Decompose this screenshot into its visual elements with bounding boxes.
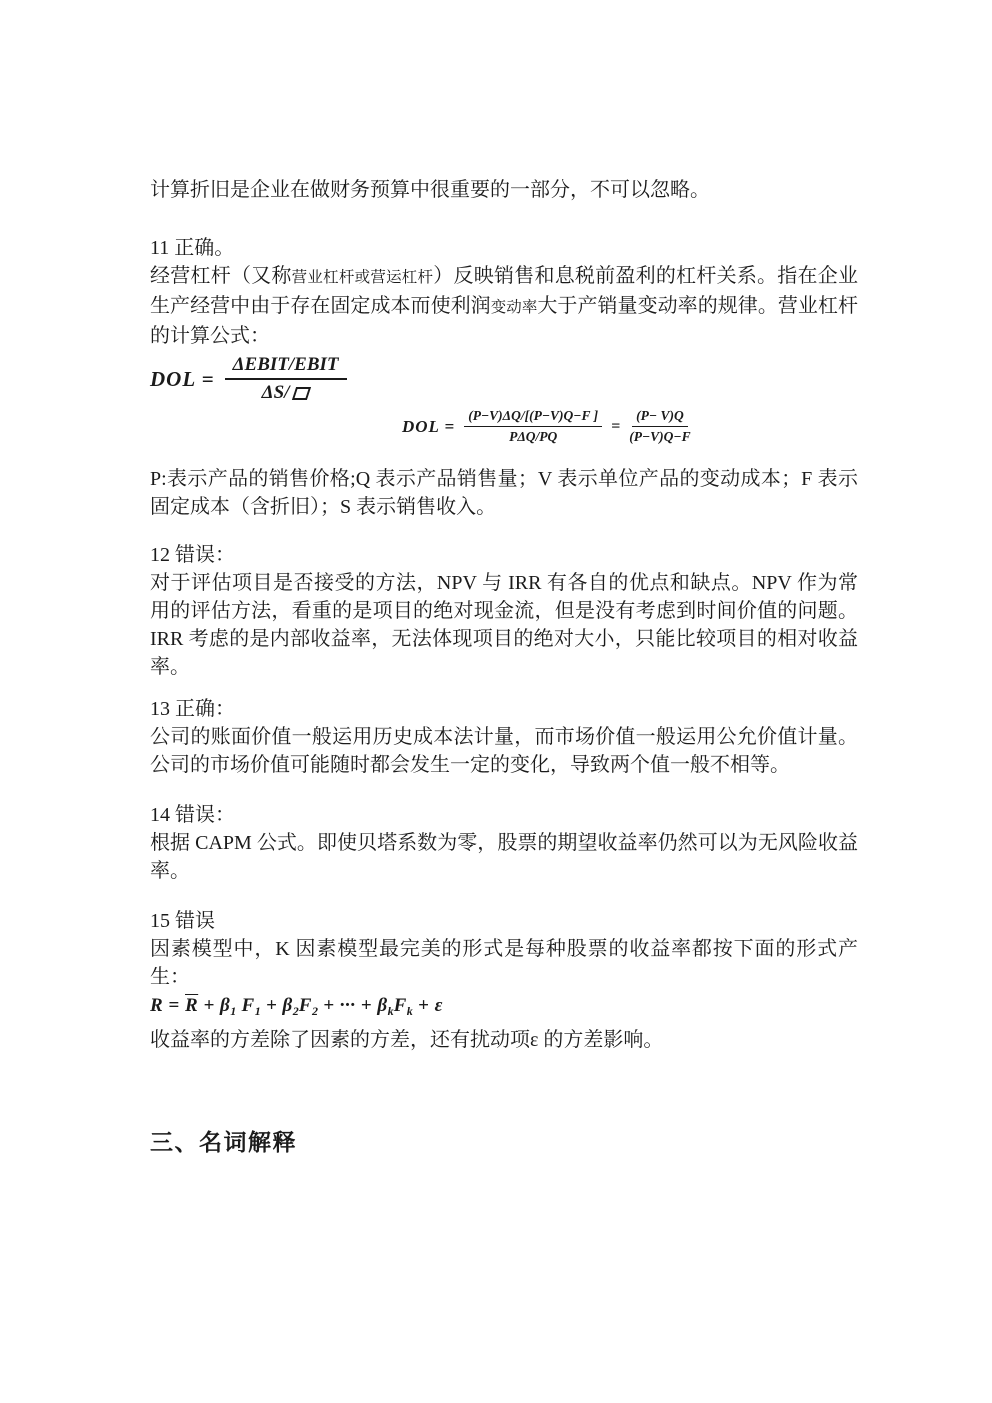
formula-part: + ε — [412, 995, 443, 1016]
answer-14-block — [150, 801, 858, 885]
formula-part: + β — [198, 995, 231, 1016]
answer-14-verdict: 14 错误： — [150, 804, 235, 826]
answer-13-block — [150, 695, 858, 779]
fraction-denominator — [262, 380, 310, 404]
answer-15-verdict: 15 错误 — [150, 910, 215, 932]
denominator-text: ΔS/ — [261, 382, 290, 403]
text-run: 经营杠杆（又称 — [150, 265, 292, 287]
formula-part: R = — [150, 995, 185, 1016]
answer-12-verdict: 12 错误： — [150, 544, 235, 566]
fraction-numerator: (P− V)Q — [632, 408, 688, 427]
answer-12-explanation: 对于评估项目是否接受的方法，NPV 与 IRR 有各自的优点和缺点。NPV 作为常用的评估方法，看重的是项目的绝对现金流，但是没有考虑到时间价值的问题。IRR 考虑的是内部收益率，无法体现项目的绝对大小，只能比较项目的相对收益率。 — [150, 572, 858, 678]
formula-part: F — [298, 995, 312, 1016]
answer-11-verdict: 11 正确。 — [150, 237, 235, 259]
formula-part: F — [236, 995, 255, 1016]
fraction — [464, 408, 602, 445]
answer-13-verdict: 13 正确： — [150, 698, 235, 720]
intro-paragraph: 计算折旧是企业在做财务预算中很重要的一部分，不可以忽略。 — [150, 179, 710, 201]
equals-sign: = — [611, 417, 621, 435]
fraction-denominator: PΔQ/PQ — [509, 429, 558, 444]
fraction — [629, 408, 690, 445]
formula-lhs: DOL = — [150, 366, 215, 391]
answer-15-footnote: 收益率的方差除了因素的方差，还有扰动项ε 的方差影响。 — [150, 1029, 664, 1051]
subscript: 1 — [254, 1004, 261, 1018]
answer-15-block — [150, 907, 858, 1054]
missing-glyph-box — [292, 387, 311, 400]
answer-11-block — [150, 234, 858, 350]
subscript: 2 — [311, 1004, 318, 1018]
dol-formula-expanded — [402, 408, 858, 445]
text-run-small: 营业杠杆或营运杠杆 — [291, 269, 434, 286]
fraction-denominator: (P−V)Q−F — [629, 429, 691, 444]
text-run: ）反映销售和息税前盈利的杠杆关系。指在企业生产经营中由于存在固定成本而使利润 — [150, 265, 858, 317]
fraction-numerator: (P−V)ΔQ/[(P−V)Q−F ] — [464, 408, 602, 427]
dol-formula-basic — [150, 354, 858, 404]
fraction — [225, 354, 347, 404]
overline-r: $\overline{R}$ — [185, 995, 199, 1016]
subscript: 1 — [230, 1004, 237, 1018]
subscript: k — [406, 1004, 413, 1018]
answer-12-block — [150, 541, 858, 681]
answer-15-explanation: 因素模型中，K 因素模型最完美的形式是每种股票的收益率都按下面的形式产生： — [150, 938, 858, 988]
document-content — [150, 176, 858, 1157]
subscript: 2 — [292, 1004, 299, 1018]
formula-part: + β — [260, 995, 293, 1016]
text-run-small: 变动率 — [490, 299, 538, 316]
section-heading-glossary: 三、名词解释 — [150, 1129, 297, 1155]
factor-model-formula — [150, 991, 858, 1026]
text-run: 大于产销量变动率的规律。营业杠杆的计算公式： — [150, 295, 859, 347]
fraction-numerator: ΔEBIT/EBIT — [225, 354, 347, 380]
formula-part: + ··· + β — [317, 995, 388, 1016]
variable-legend-paragraph: P:表示产品的销售价格;Q 表示产品销售量；V 表示单位产品的变动成本；F 表示固定成本（含折旧）；S 表示销售收入。 — [150, 468, 858, 518]
answer-13-explanation: 公司的账面价值一般运用历史成本法计量，而市场价值一般运用公允价值计量。公司的市场价值可能随时都会发生一定的变化，导致两个值一般不相等。 — [150, 726, 858, 776]
formula-lhs: DOL = — [402, 416, 456, 436]
answer-14-explanation: 根据 CAPM 公式。即使贝塔系数为零，股票的期望收益率仍然可以为无风险收益率。 — [150, 832, 858, 882]
subscript: k — [387, 1004, 394, 1018]
formula-part: F — [393, 995, 407, 1016]
answer-11-explanation — [150, 262, 858, 350]
